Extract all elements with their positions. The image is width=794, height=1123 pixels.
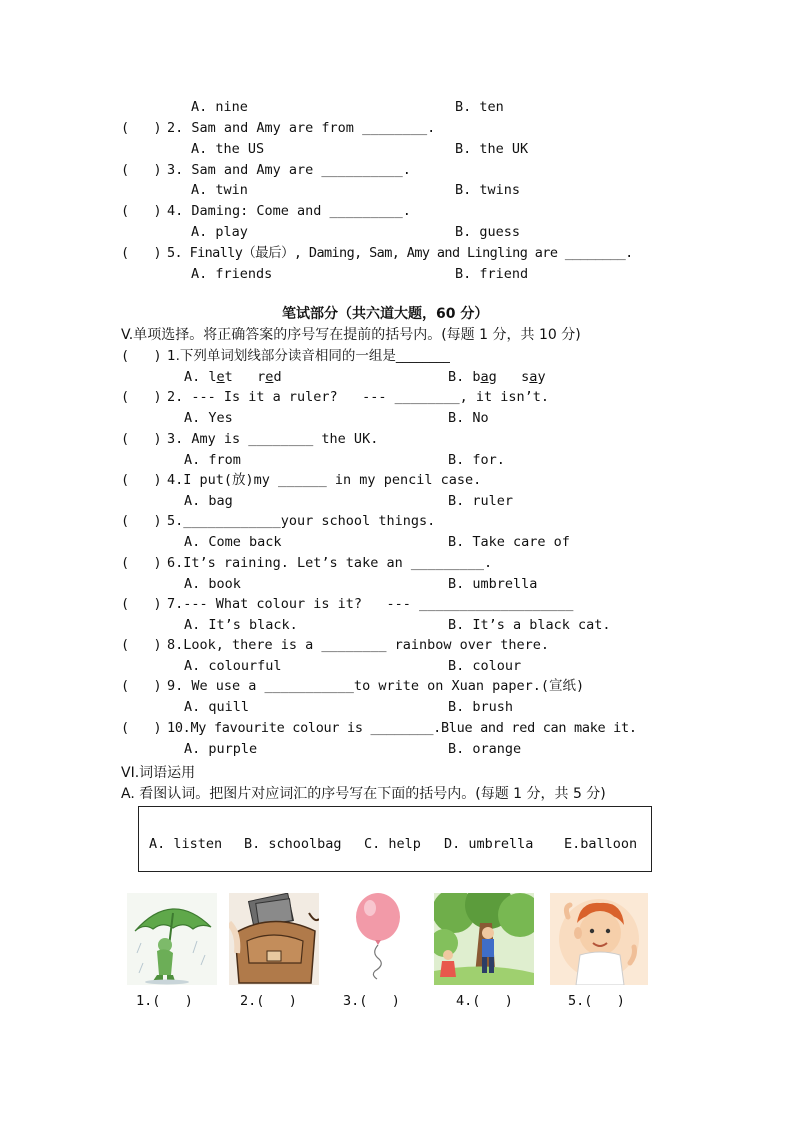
option-b: B. umbrella	[448, 576, 538, 592]
answer-paren[interactable]: ( )	[121, 431, 162, 447]
picture-answer-label[interactable]: 3.( )	[343, 993, 400, 1009]
option-b-part: y	[537, 369, 546, 385]
question-stem: 2. --- Is it a ruler? --- ________, it isn’t.	[167, 389, 550, 405]
umbrella-icon	[127, 893, 217, 985]
option-b-part: B. b	[448, 369, 481, 385]
question-stem: 2. Sam and Amy are from ________.	[167, 120, 436, 136]
section-title: VI.词语运用	[121, 765, 196, 781]
section-subtitle: A. 看图认词。把图片对应词汇的序号写在下面的括号内。(每题 1 分，共 5 分)	[121, 786, 606, 802]
option-b: B. the UK	[455, 141, 529, 157]
question-stem: 5.____________your school things.	[167, 513, 436, 529]
answer-paren[interactable]: ( )	[121, 348, 162, 364]
option-b: B. guess	[455, 224, 521, 240]
question-stem: 5. Finally（最后）, Daming, Sam, Amy and Lingling are ________.	[167, 245, 633, 261]
option-a: A. friends	[191, 266, 273, 282]
option-b-part: g s	[488, 369, 530, 385]
answer-paren[interactable]: ( )	[121, 120, 162, 136]
option-b: B. brush	[448, 699, 514, 715]
question-stem: 4. Daming: Come and _________.	[167, 203, 411, 219]
option-a-part: t r	[224, 369, 266, 385]
option-b: B. No	[448, 410, 489, 426]
option-a: A. colourful	[184, 658, 282, 674]
question-stem: 4.I put(放)my ______ in my pencil case.	[167, 472, 482, 488]
question-stem: 8.Look, there is a ________ rainbow over there.	[167, 637, 550, 653]
option-b: B. colour	[448, 658, 522, 674]
option-a-part: e	[216, 369, 225, 385]
option-b-part: a	[529, 369, 538, 385]
question-stem: 3. Sam and Amy are __________.	[167, 162, 411, 178]
question-stem: 10.My favourite colour is ________.Blue and red can make it.	[167, 720, 637, 736]
option-a: A. quill	[184, 699, 250, 715]
option-a	[184, 368, 282, 386]
question-stem: 7.--- What colour is it? --- ___________________	[167, 596, 574, 612]
answer-paren[interactable]: ( )	[121, 389, 162, 405]
answer-paren[interactable]: ( )	[121, 472, 162, 488]
word-bank-box	[138, 806, 652, 872]
answer-paren[interactable]: ( )	[121, 513, 162, 529]
q1-option-a: A. nine	[191, 99, 248, 115]
schoolbag-icon	[229, 893, 319, 985]
option-b-part: a	[480, 369, 489, 385]
word-bank-item: E.balloon	[564, 836, 638, 852]
question-stem: 9. We use a ___________to write on Xuan paper.(宣纸)	[167, 678, 585, 694]
option-a: A. Yes	[184, 410, 233, 426]
answer-paren[interactable]: ( )	[121, 203, 162, 219]
picture-answer-label[interactable]: 2.( )	[240, 993, 297, 1009]
question-stem: 6.It’s raining. Let’s take an _________.	[167, 555, 493, 571]
help-tree-icon	[434, 893, 534, 985]
option-b: B. It’s a black cat.	[448, 617, 611, 633]
word-bank-item: A. listen	[149, 836, 223, 852]
picture-answer-label[interactable]: 1.( )	[136, 993, 193, 1009]
option-a: A. twin	[191, 182, 248, 198]
option-b: B. for.	[448, 452, 505, 468]
balloon-icon	[333, 893, 423, 985]
option-b	[448, 368, 546, 386]
option-a-part: d	[273, 369, 282, 385]
option-a: A. bag	[184, 493, 233, 509]
option-a-part: e	[265, 369, 274, 385]
answer-paren[interactable]: ( )	[121, 637, 162, 653]
option-a: A. play	[191, 224, 248, 240]
q1-option-b: B. ten	[455, 99, 504, 115]
option-b: B. twins	[455, 182, 521, 198]
section-header: 笔试部分（共六道大题，60 分）	[282, 306, 489, 322]
option-a: A. purple	[184, 741, 258, 757]
answer-paren[interactable]: ( )	[121, 245, 162, 261]
word-bank-item: C. help	[364, 836, 421, 852]
question-stem: 3. Amy is ________ the UK.	[167, 431, 379, 447]
option-a: A. the US	[191, 141, 265, 157]
section-title: V.单项选择。将正确答案的序号写在提前的括号内。(每题 1 分，共 10 分)	[121, 327, 581, 343]
answer-paren[interactable]: ( )	[121, 596, 162, 612]
option-a: A. It’s black.	[184, 617, 298, 633]
option-b: B. orange	[448, 741, 522, 757]
option-a: A. Come back	[184, 534, 282, 550]
picture-answer-label[interactable]: 4.( )	[456, 993, 513, 1009]
answer-paren[interactable]: ( )	[121, 555, 162, 571]
option-b: B. Take care of	[448, 534, 570, 550]
option-b: B. friend	[455, 266, 529, 282]
word-bank-item: D. umbrella	[444, 836, 534, 852]
picture-answer-label[interactable]: 5.( )	[568, 993, 625, 1009]
option-a: A. book	[184, 576, 241, 592]
answer-paren[interactable]: ( )	[121, 678, 162, 694]
answer-paren[interactable]: ( )	[121, 162, 162, 178]
option-a: A. from	[184, 452, 241, 468]
word-bank-item: B. schoolbag	[244, 836, 342, 852]
question-stem: 1.下列单词划线部分读音相同的一组是________	[167, 348, 450, 364]
option-b: B. ruler	[448, 493, 514, 509]
option-a-part: A. l	[184, 369, 217, 385]
answer-paren[interactable]: ( )	[121, 720, 162, 736]
listen-boy-icon	[550, 893, 648, 985]
